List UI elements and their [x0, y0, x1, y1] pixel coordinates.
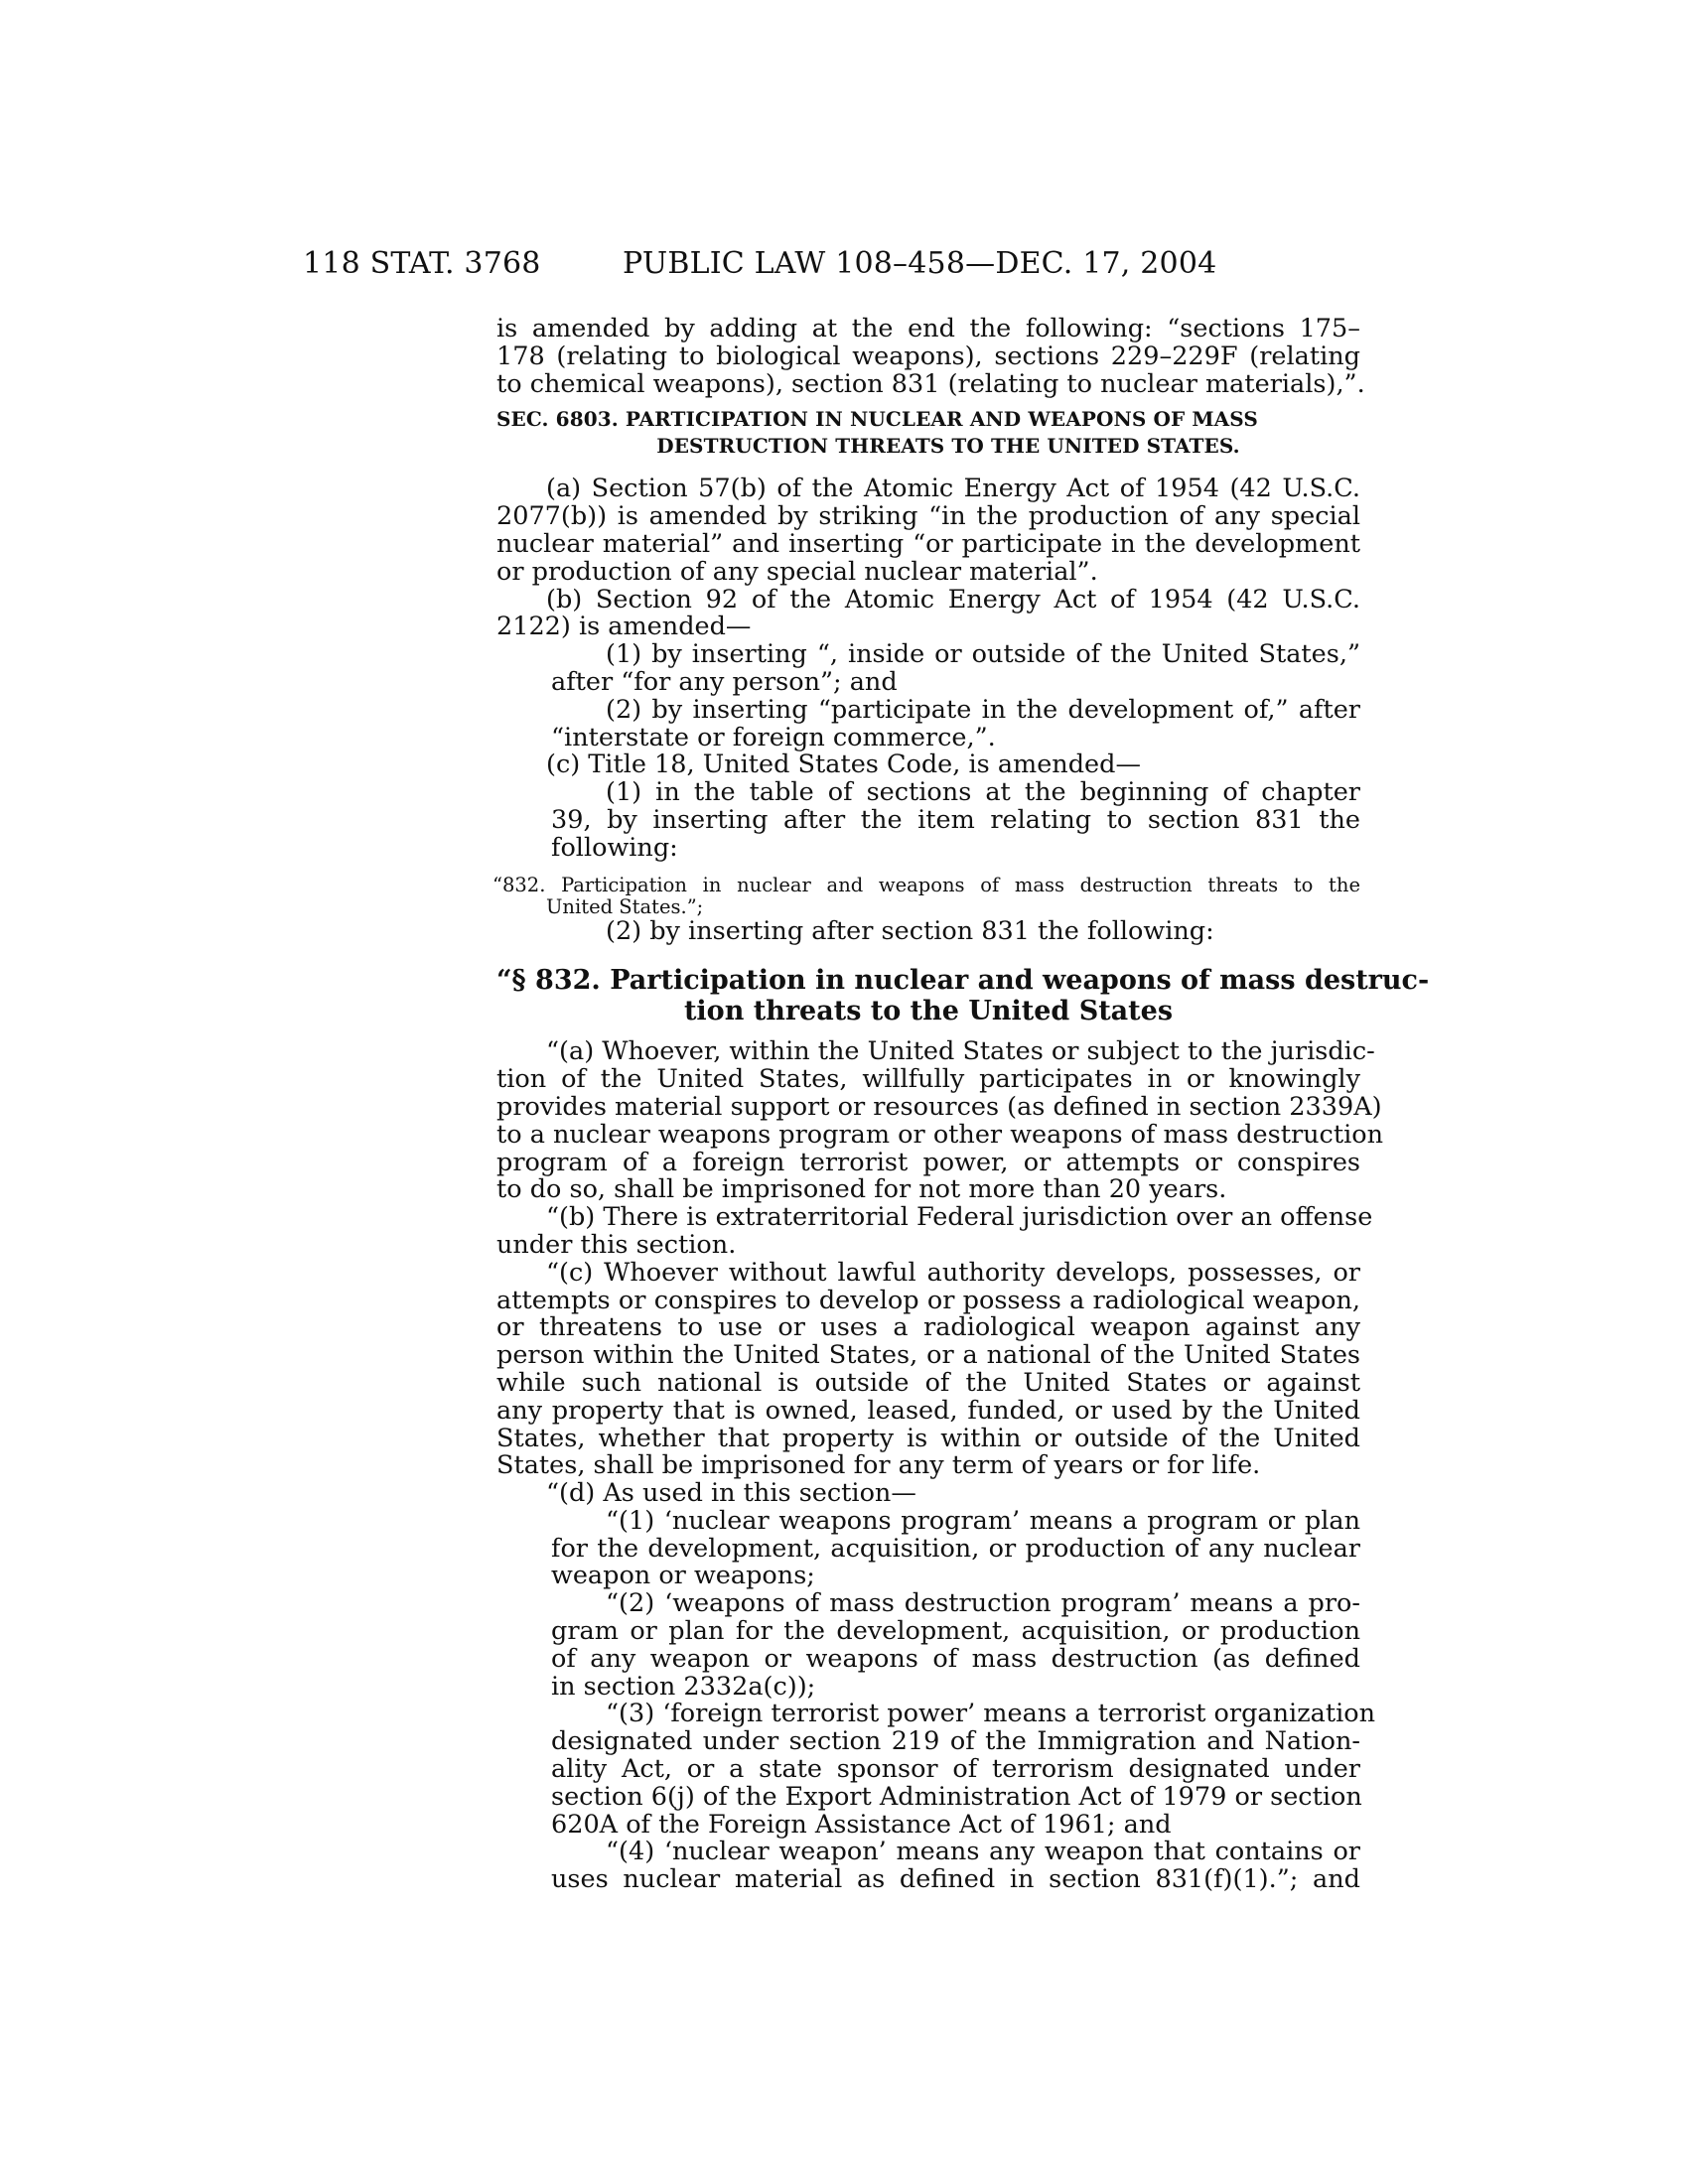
text-line: 39, by inserting after the item relating to section 831 the — [551, 804, 1360, 835]
text-line: provides material support or resources (as defined in section 2339A) — [496, 1091, 1382, 1122]
definition-3 — [496, 1699, 1376, 1840]
subsection-c — [496, 1257, 1360, 1481]
text-line: “(b) There is extraterritorial Federal jurisdiction over an offense — [546, 1202, 1373, 1233]
text-line: (a) Section 57(b) of the Atomic Energy Act of 1954 (42 U.S.C. — [546, 474, 1360, 504]
subsection-d — [496, 1480, 1360, 1508]
intro-paragraph — [496, 314, 1365, 399]
text-line: “(3) ‘foreign terrorist power’ means a terrorist organization — [606, 1699, 1376, 1729]
text-line: “interstate or foreign commerce,”. — [551, 722, 996, 752]
text-line: 178 (relating to biological weapons), sections 229–229F (relating — [496, 341, 1360, 371]
paragraph-b-2 — [496, 694, 1360, 752]
body-text — [492, 314, 1430, 1895]
text-line: 620A of the Foreign Assistance Act of 1961; and — [551, 1809, 1172, 1840]
text-line: designated under section 219 of the Immigration and Nation- — [551, 1726, 1360, 1757]
text-line: “(2) ‘weapons of mass destruction program’ means a pro- — [606, 1588, 1360, 1619]
text-line: section 6(j) of the Export Administration Act of 1979 or section — [551, 1781, 1362, 1812]
text-line: is amended by adding at the end the following: “sections 175– — [496, 314, 1360, 343]
new-section-heading — [496, 965, 1430, 1027]
text-line: 2122) is amended— — [496, 612, 752, 642]
text-line: for the development, acquisition, or production of any nuclear — [551, 1533, 1360, 1564]
subsection-b — [496, 1202, 1373, 1260]
text-line: “(a) Whoever, within the United States or subject to the jurisdic- — [546, 1036, 1375, 1067]
running-head: PUBLIC LAW 108–458—DEC. 17, 2004 — [623, 246, 1217, 281]
new-section-heading-line: tion threats to the United States — [683, 996, 1174, 1027]
toc-line: “832. Participation in nuclear and weapons of mass destruction threats to the — [492, 873, 1360, 896]
text-line: (b) Section 92 of the Atomic Energy Act of 1954 (42 U.S.C. — [546, 584, 1360, 614]
text-line: “(1) ‘nuclear weapons program’ means a program or plan — [606, 1505, 1360, 1536]
paragraph-b-1 — [496, 641, 1360, 697]
text-line: any property that is owned, leased, funded, or used by the United — [496, 1395, 1360, 1426]
text-line: gram or plan for the development, acquisition, or production — [551, 1616, 1360, 1647]
text-line: (2) by inserting after section 831 the following: — [606, 915, 1214, 946]
text-line: program of a foreign terrorist power, or attempts or conspires — [496, 1147, 1360, 1177]
text-line: tion of the United States, willfully participates in or knowingly — [496, 1064, 1360, 1095]
paragraph-c — [496, 751, 1360, 779]
text-line: (2) by inserting “participate in the development of,” after — [606, 694, 1360, 725]
definition-4 — [496, 1839, 1360, 1894]
text-line: to do so, shall be imprisoned for not more than 20 years. — [496, 1174, 1227, 1205]
toc-line: United States.”; — [546, 894, 704, 918]
text-line: following: — [551, 832, 678, 863]
text-line: (1) by inserting “, inside or outside of the United States,” — [606, 639, 1360, 670]
section-heading-line: SEC. 6803. PARTICIPATION IN NUCLEAR AND WEAPONS OF MASS — [496, 407, 1258, 432]
text-line: 2077(b)) is amended by striking “in the production of any special — [496, 501, 1360, 532]
text-line: person within the United States, or a national of the United States — [496, 1340, 1360, 1371]
text-line: uses nuclear material as defined in section 831(f)(1).”; and — [551, 1864, 1360, 1895]
paragraph-c-2 — [496, 915, 1360, 946]
text-line: attempts or conspires to develop or possess a radiological weapon, — [496, 1285, 1360, 1315]
text-line: “(c) Whoever without lawful authority develops, possesses, or — [546, 1257, 1360, 1288]
text-line: or threatens to use or uses a radiological weapon against any — [496, 1312, 1360, 1343]
text-line: (1) in the table of sections at the beginning of chapter — [606, 777, 1360, 808]
text-line: of any weapon or weapons of mass destruction (as defined — [551, 1643, 1360, 1674]
section-heading — [496, 406, 1360, 460]
definition-2 — [496, 1590, 1360, 1701]
text-line: nuclear material” and inserting “or participate in the development — [496, 528, 1360, 559]
text-line: after “for any person”; and — [551, 666, 898, 697]
text-line: ality Act, or a state sponsor of terrorism designated under — [551, 1754, 1360, 1785]
text-line: while such national is outside of the United States or against — [496, 1367, 1360, 1398]
page-header — [303, 246, 1246, 286]
subsection-a — [496, 1036, 1384, 1205]
text-line: weapon or weapons; — [551, 1561, 815, 1591]
text-line: to a nuclear weapons program or other weapons of mass destruction — [496, 1119, 1384, 1150]
table-of-sections-entry — [492, 873, 1360, 918]
text-line: (c) Title 18, United States Code, is amended— — [546, 750, 1141, 780]
paragraph-a — [496, 476, 1360, 586]
text-line: States, shall be imprisoned for any term of years or for life. — [496, 1450, 1261, 1481]
paragraph-b — [496, 584, 1360, 642]
text-line: States, whether that property is within or outside of the United — [496, 1423, 1360, 1453]
stat-page-number: 118 STAT. 3768 — [303, 246, 541, 281]
text-line: to chemical weapons), section 831 (relating to nuclear materials),”. — [496, 368, 1365, 399]
text-line: in section 2332a(c)); — [551, 1671, 816, 1702]
text-line: or production of any special nuclear material”. — [496, 556, 1098, 587]
section-heading-line: DESTRUCTION THREATS TO THE UNITED STATES. — [656, 434, 1240, 459]
new-section-heading-line: “§ 832. Participation in nuclear and weapons of mass destruc- — [496, 965, 1430, 997]
text-line: “(4) ‘nuclear weapon’ means any weapon that contains or — [606, 1837, 1360, 1867]
text-line: “(d) As used in this section— — [546, 1478, 916, 1509]
text-line: under this section. — [496, 1229, 737, 1260]
paragraph-c-1 — [496, 779, 1360, 862]
definition-1 — [496, 1505, 1360, 1591]
